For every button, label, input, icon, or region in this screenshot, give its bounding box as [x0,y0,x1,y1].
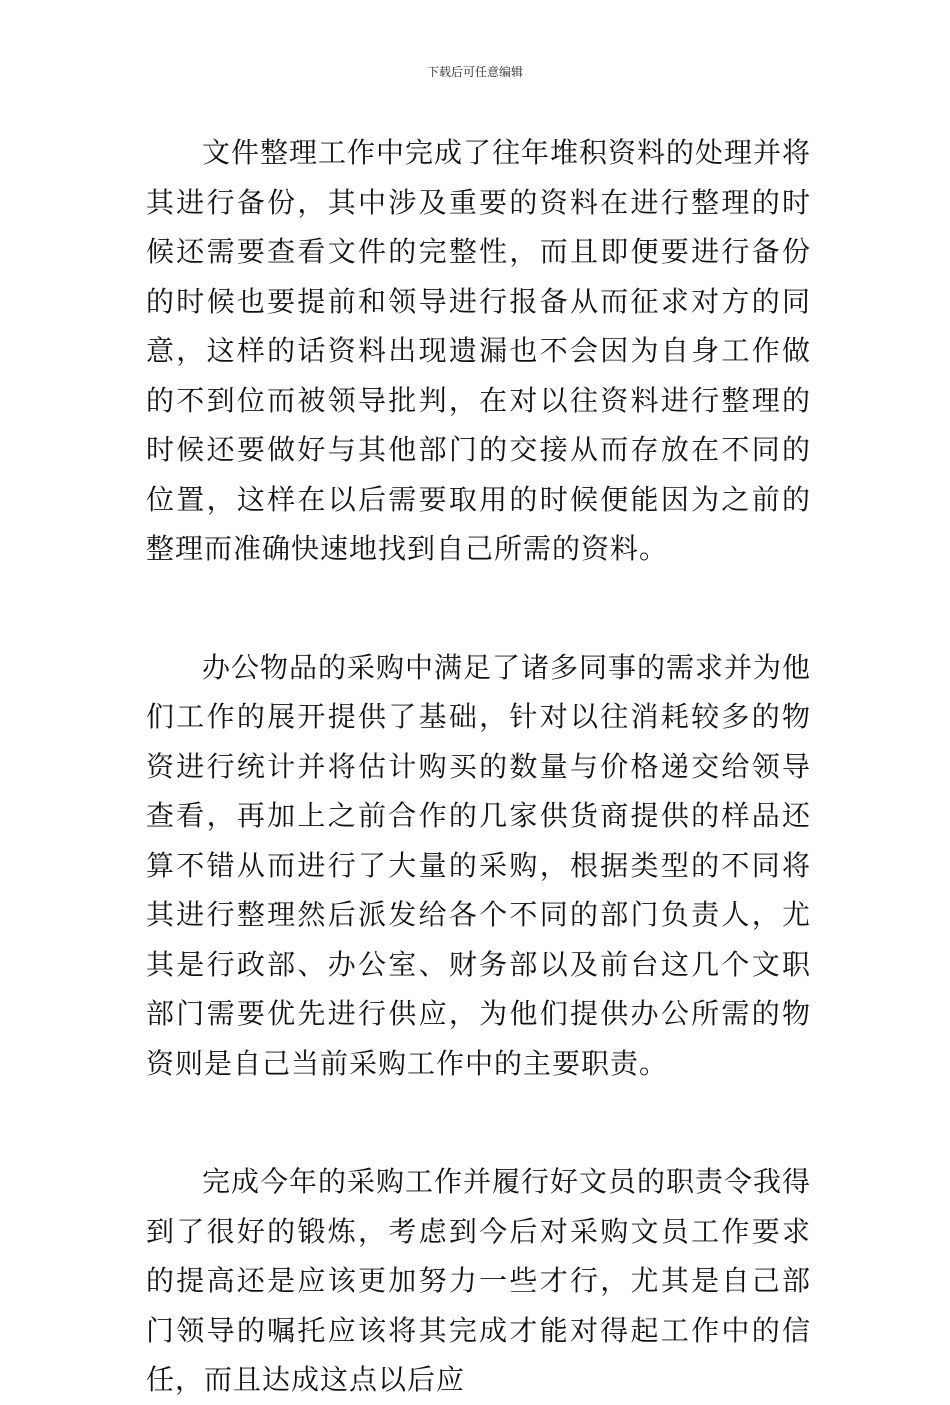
page-header: 下载后可任意编辑 [426,65,523,79]
paragraph-office-procurement: 办公物品的采购中满足了诸多同事的需求并为他们工作的展开提供了基础，针对以往消耗较多的物资进行统计并将估计购买的数量与价格递交给领导查看，再加上之前合作的几家供货商提供的样品还算不错从而进行了大量的采购，根据类型的不同将其进行整理然后派发给各个不同的部门负责人，尤其是行政部、办公室、财务部以及前台这几个文职部门需要优先进行供应，为他们提供办公所需的物资则是自己当前采购工作中的主要职责。 [146,650,812,1080]
paragraph-file-organization: 文件整理工作中完成了往年堆积资料的处理并将其进行备份，其中涉及重要的资料在进行整理的时候还需要查看文件的完整性，而且即便要进行备份的时候也要提前和领导进行报备从而征求对方的同意，这样的话资料出现遗漏也不会因为自身工作做的不到位而被领导批判，在对以往资料进行整理的时候还要做好与其他部门的交接从而存放在不同的位置，这样在以后需要取用的时候便能因为之前的整理而准确快速地找到自己所需的资料。 [146,136,812,565]
document-body [146,128,811,1405]
paragraph-reflection: 完成今年的采购工作并履行好文员的职责令我得到了很好的锻炼，考虑到今后对采购文员工作要求的提高还是应该更加努力一些才行，尤其是自己部门领导的嘱托应该将其完成才能对得起工作中的信任，而且达成这点以后应 [146,1165,812,1396]
